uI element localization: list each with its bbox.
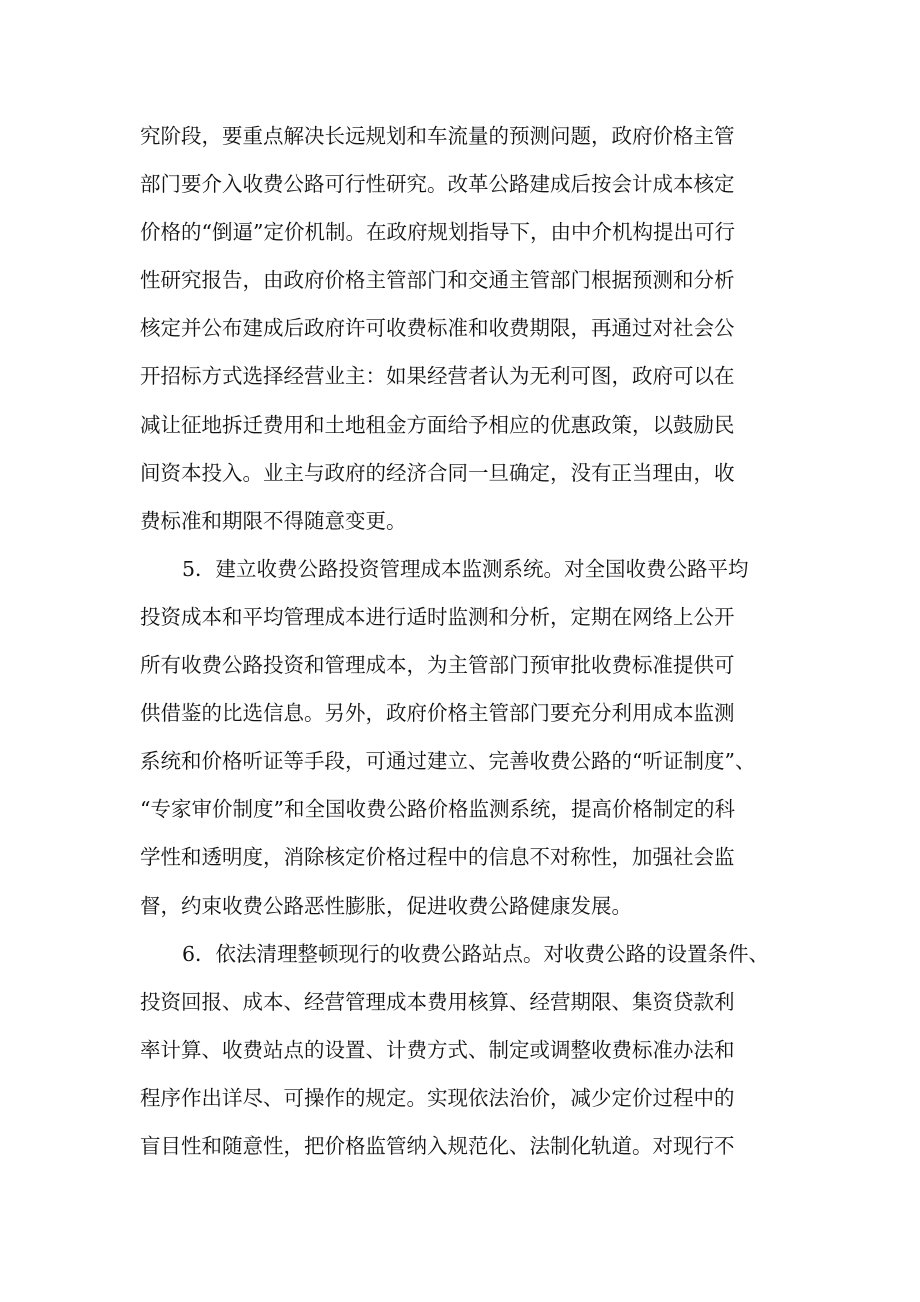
text-line: 费标准和期限不得随意变更。 (140, 508, 407, 533)
text-line: 率计算、收费站点的设置、计费方式、制定或调整收费标准办法和 (140, 1037, 735, 1062)
text-line: 价格的“倒逼”定价机制。在政府规划指导下，由中介机构提出可行 (140, 220, 735, 245)
text-line: “专家审价制度”和全国收费公路价格监测系统，提高价格制定的科 (140, 797, 735, 822)
text-line: 程序作出详尽、可操作的规定。实现依法治价，减少定价过程中的 (140, 1085, 735, 1110)
text-line: 性研究报告，由政府价格主管部门和交通主管部门根据预测和分析 (140, 268, 735, 293)
text-line: 学性和透明度，消除核定价格过程中的信息不对称性，加强社会监 (140, 845, 735, 870)
text-line: 盲目性和随意性，把价格监管纳入规范化、法制化轨道。对现行不 (140, 1133, 735, 1158)
text-line: 供借鉴的比选信息。另外，政府价格主管部门要充分利用成本监测 (140, 701, 735, 726)
text-line: 减让征地拆迁费用和土地租金方面给予相应的优惠政策，以鼓励民 (140, 412, 735, 437)
paragraph-start-line: 6．依法清理整顿现行的收费公路站点。对收费公路的设置条件、 (182, 941, 770, 966)
text-line: 投资成本和平均管理成本进行适时监测和分析，定期在网络上公开 (140, 604, 735, 629)
text-line: 所有收费公路投资和管理成本，为主管部门预审批收费标准提供可 (140, 653, 735, 678)
text-line: 开招标方式选择经营业主：如果经营者认为无利可图，政府可以在 (140, 364, 735, 389)
text-line: 督，约束收费公路恶性膨胀，促进收费公路健康发展。 (140, 893, 632, 918)
text-line: 间资本投入。业主与政府的经济合同一旦确定，没有正当理由，收 (140, 460, 735, 485)
text-line: 系统和价格听证等手段，可通过建立、完善收费公路的“听证制度”、 (140, 749, 756, 774)
text-line: 部门要介入收费公路可行性研究。改革公路建成后按会计成本核定 (140, 172, 735, 197)
body-text (140, 112, 780, 1170)
text-line: 究阶段，要重点解决长远规划和车流量的预测问题，政府价格主管 (140, 124, 735, 148)
text-line: 核定并公布建成后政府许可收费标准和收费期限，再通过对社会公 (140, 316, 735, 341)
text-line: 投资回报、成本、经营管理成本费用核算、经营期限、集资贷款利 (140, 989, 735, 1014)
paragraph-start-line: 5．建立收费公路投资管理成本监测系统。对全国收费公路平均 (182, 556, 749, 581)
